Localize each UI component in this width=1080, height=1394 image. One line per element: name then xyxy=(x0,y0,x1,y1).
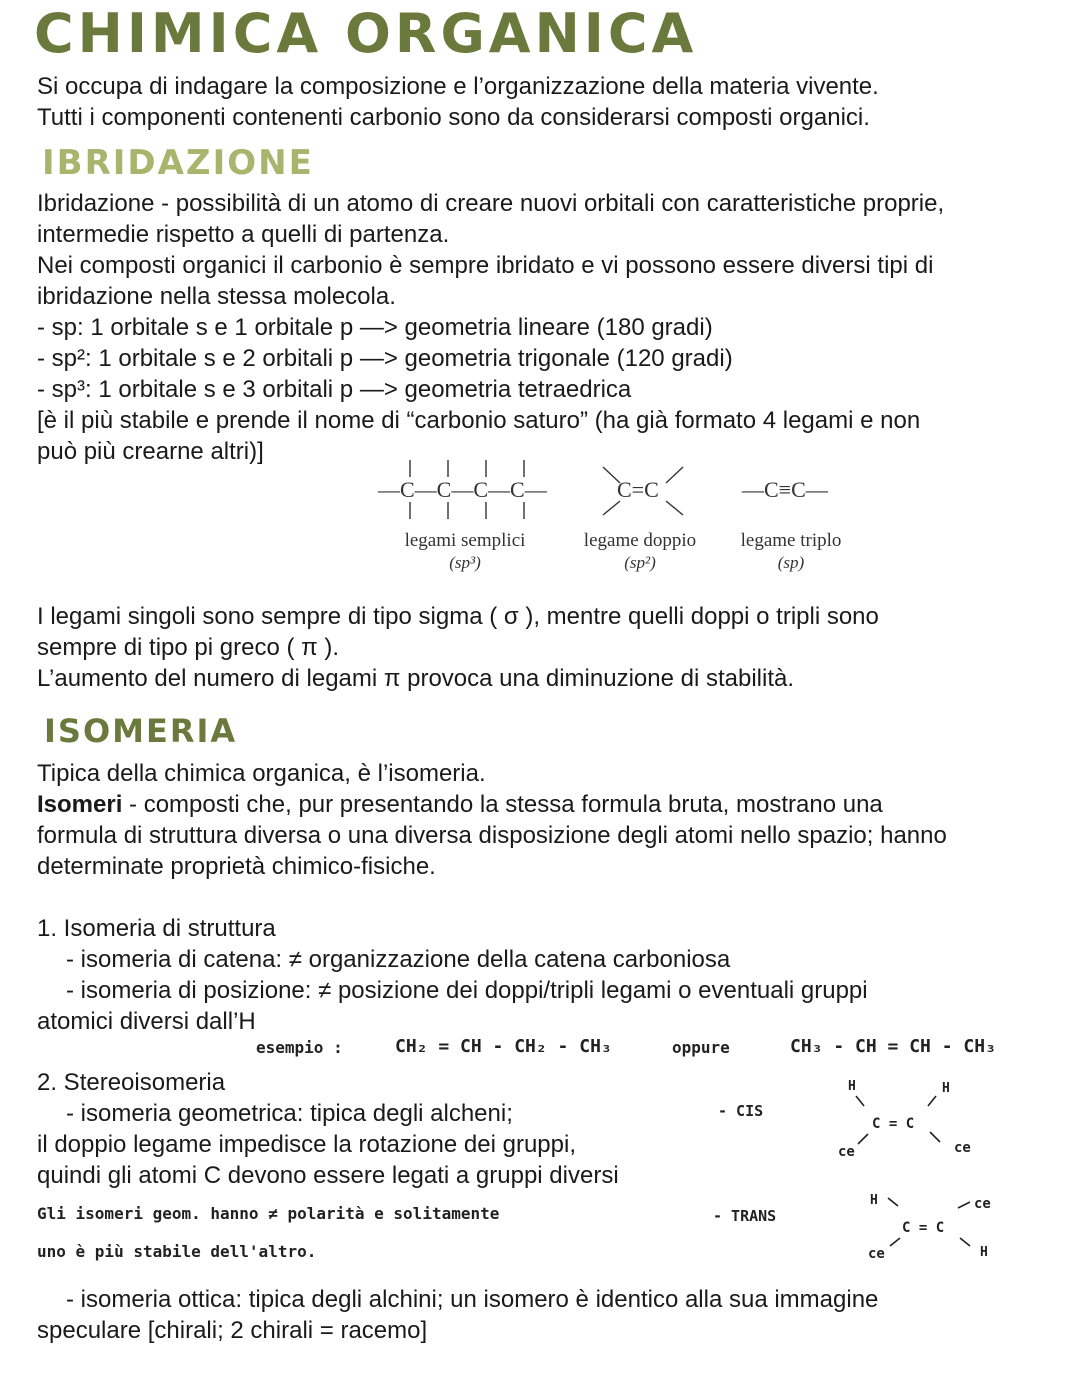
cis-structure xyxy=(830,1072,1000,1167)
single-bond-caption: legami semplici xyxy=(404,530,526,551)
cis-double-bond: C = C xyxy=(872,1116,915,1132)
oppure-label: oppure xyxy=(672,1038,730,1057)
cis-atom-cl-left: ce xyxy=(838,1144,855,1160)
section-heading-ibridazione: IBRIDAZIONE xyxy=(42,143,314,183)
page-title: CHIMICA ORGANICA xyxy=(34,2,698,65)
double-bond-caption: legame doppio xyxy=(583,530,697,551)
cis-atom-h-right: H xyxy=(942,1081,950,1096)
ibridazione-line-4: ibridazione nella stessa molecola. xyxy=(37,283,396,310)
hybrid-sp-line: - sp: 1 orbitale s e 1 orbitale p —> geometria lineare (180 gradi) xyxy=(37,314,713,341)
legami-line-3: L’aumento del numero di legami π provoca una diminuzione di stabilità. xyxy=(37,665,794,692)
single-bond-hybrid: (sp³) xyxy=(449,553,481,572)
intro-line-1: Si occupa di indagare la composizione e l’organizzazione della materia vivente. xyxy=(37,73,879,100)
isomeri-definition-line-1: Isomeri - composti che, pur presentando la stessa formula bruta, mostrano una xyxy=(37,791,883,818)
cis-atom-h-left: H xyxy=(848,1079,856,1094)
handwritten-note-line-1: Gli isomeri geom. hanno ≠ polarità e solitamente xyxy=(37,1204,500,1223)
double-bond-formula: C=C xyxy=(617,477,659,502)
legami-line-1: I legami singoli sono sempre di tipo sigma ( σ ), mentre quelli doppi o tripli sono xyxy=(37,603,879,630)
section-heading-isomeria: ISOMERIA xyxy=(44,712,238,750)
isomeri-term: Isomeri xyxy=(37,791,123,818)
esempio-formula-2: CH₃ - CH = CH - CH₃ xyxy=(790,1036,996,1057)
handwritten-note-line-2: uno è più stabile dell'altro. xyxy=(37,1242,317,1261)
ibridazione-def-line-1: Ibridazione - possibilità di un atomo di creare nuovi orbitali con caratteristiche proprie, xyxy=(37,190,945,217)
bond-types-figure xyxy=(370,455,870,535)
cis-label: - CIS xyxy=(718,1102,764,1120)
isomeria-ottica-cont: speculare [chirali; 2 chirali = racemo] xyxy=(37,1317,428,1344)
intro-line-2: Tutti i componenti contenenti carbonio sono da considerarsi composti organici. xyxy=(37,104,870,131)
esempio-formula-1: CH₂ = CH - CH₂ - CH₃ xyxy=(395,1036,612,1057)
isomeria-posizione: - isomeria di posizione: ≠ posizione dei doppi/tripli legami o eventuali gruppi xyxy=(66,977,868,1004)
trans-atom-h-left: H xyxy=(870,1193,878,1208)
double-bond-hybrid: (sp²) xyxy=(624,553,656,572)
isomeria-ottica: - isomeria ottica: tipica degli alchini; un isomero è identico alla sua immagine xyxy=(66,1286,879,1313)
isomeria-geometrica-line-2: il doppio legame impedisce la rotazione dei gruppi, xyxy=(37,1131,576,1158)
isomeria-line-1: Tipica della chimica organica, è l’isomeria. xyxy=(37,760,486,787)
saturated-note-line-2: può più crearne altri)] xyxy=(37,438,264,465)
trans-atom-h-right: H xyxy=(980,1245,988,1260)
trans-atom-cl-right: ce xyxy=(974,1196,991,1212)
cis-atom-cl-right: ce xyxy=(954,1140,971,1156)
isomeria-geometrica-line-3: quindi gli atomi C devono essere legati a gruppi diversi xyxy=(37,1162,619,1189)
isomeria-item-struttura: 1. Isomeria di struttura xyxy=(37,915,276,942)
legami-line-2: sempre di tipo pi greco ( π ). xyxy=(37,634,340,661)
trans-double-bond: C = C xyxy=(902,1220,945,1236)
isomeria-catena: - isomeria di catena: ≠ organizzazione della catena carboniosa xyxy=(66,946,731,973)
esempio-label: esempio : xyxy=(256,1038,343,1057)
triple-bond-caption: legame triplo xyxy=(740,530,842,551)
trans-atom-cl-left: ce xyxy=(868,1246,885,1262)
trans-label: - TRANS xyxy=(713,1207,777,1225)
ibridazione-line-3: Nei composti organici il carbonio è sempre ibridato e vi possono essere diversi tipi di xyxy=(37,252,934,279)
saturated-note-line-1: [è il più stabile e prende il nome di “carbonio saturo” (ha già formato 4 legami e non xyxy=(37,407,921,434)
isomeri-definition-line-2: formula di struttura diversa o una diversa disposizione degli atomi nello spazio; hanno xyxy=(37,822,947,849)
triple-bond-hybrid: (sp) xyxy=(777,553,805,572)
isomeria-item-stereo: 2. Stereoisomeria xyxy=(37,1069,226,1096)
trans-structure xyxy=(860,1186,1010,1271)
isomeria-geometrica: - isomeria geometrica: tipica degli alcheni; xyxy=(66,1100,513,1127)
single-bond-formula: —C—C—C—C— xyxy=(378,477,547,502)
hybrid-sp3-line: - sp³: 1 orbitale s e 3 orbitali p —> geometria tetraedrica xyxy=(37,376,632,403)
hybrid-sp2-line: - sp²: 1 orbitale s e 2 orbitali p —> geometria trigonale (120 gradi) xyxy=(37,345,733,372)
ibridazione-def-line-2: intermedie rispetto a quelli di partenza. xyxy=(37,221,450,248)
triple-bond-formula: —C≡C— xyxy=(742,477,828,502)
isomeria-posizione-cont: atomici diversi dall’H xyxy=(37,1008,256,1035)
isomeri-definition-line-3: determinate proprietà chimico-fisiche. xyxy=(37,853,436,880)
